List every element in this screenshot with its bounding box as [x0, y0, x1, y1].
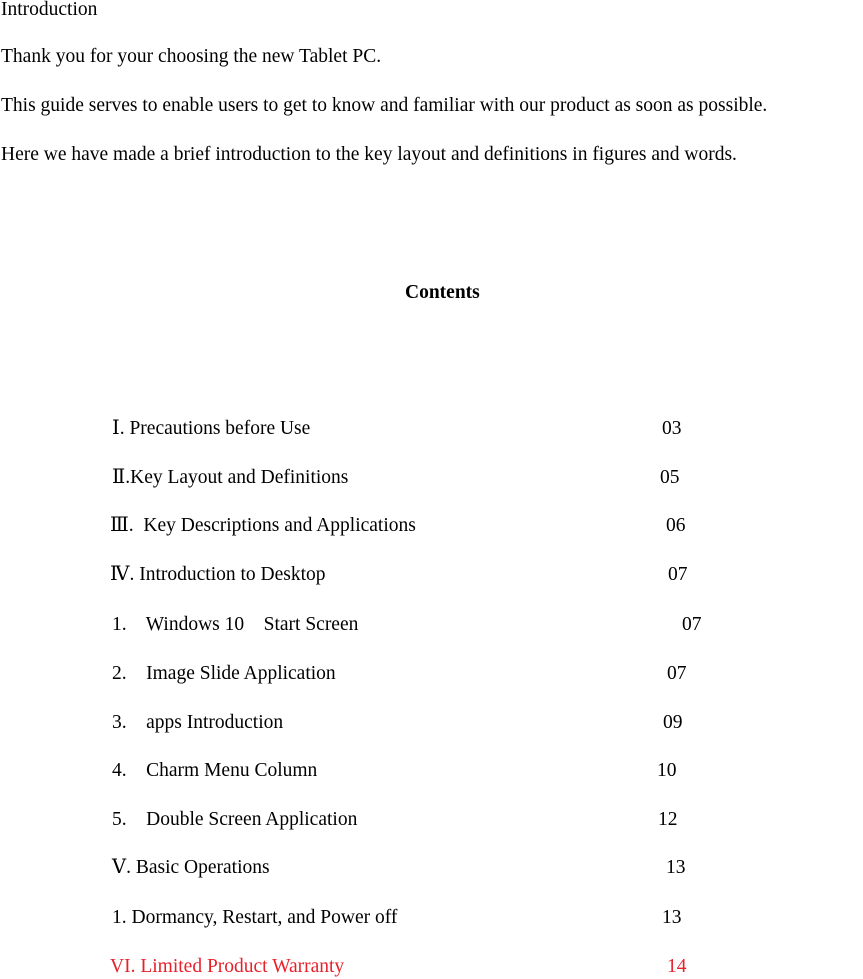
toc-entry — [0, 615, 863, 637]
toc-entry-page: 13 — [662, 907, 682, 928]
toc-entry-page: 12 — [658, 809, 678, 830]
toc-entry-label: Ⅳ. Introduction to Desktop — [110, 564, 326, 585]
toc-entry-page: 07 — [668, 564, 688, 585]
toc-entry-label: Ⅲ. Key Descriptions and Applications — [110, 515, 416, 536]
toc-entry-label: Ⅱ.Key Layout and Definitions — [112, 467, 349, 488]
toc-entry — [0, 713, 863, 735]
toc-entry-page: 03 — [662, 418, 682, 439]
toc-entry — [0, 516, 863, 538]
toc-entry — [0, 664, 863, 686]
toc-entry-label: 3. apps Introduction — [112, 712, 284, 733]
toc-entry-label: VI. Limited Product Warranty — [110, 956, 345, 977]
toc-entry-page: 06 — [666, 515, 686, 536]
contents-title: Contents — [405, 282, 480, 303]
toc-entry — [0, 468, 863, 490]
intro-paragraph: Thank you for your choosing the new Tablet PC. — [1, 46, 382, 67]
intro-heading: Introduction — [1, 0, 98, 20]
toc-entry-page: 05 — [660, 467, 680, 488]
toc-entry-label: 1. Windows 10 Start Screen — [112, 614, 359, 635]
toc-entry — [0, 419, 863, 441]
toc-entry — [0, 810, 863, 832]
toc-entry-page: 07 — [667, 663, 687, 684]
toc-entry-warranty — [0, 957, 863, 979]
toc-entry-page: 09 — [663, 712, 683, 733]
toc-entry-label: Ⅴ. Basic Operations — [112, 857, 270, 878]
intro-paragraph: This guide serves to enable users to get to know and familiar with our product as soon as possible. — [1, 95, 768, 116]
toc-entry-page: 10 — [657, 760, 677, 781]
toc-entry-page: 13 — [666, 857, 686, 878]
toc-entry-label: 5. Double Screen Application — [112, 809, 358, 830]
toc-entry — [0, 761, 863, 783]
intro-paragraph: Here we have made a brief introduction to the key layout and definitions in figures and words. — [1, 144, 737, 165]
toc-entry-label: 4. Charm Menu Column — [112, 760, 318, 781]
toc-entry-page: 14 — [667, 956, 687, 977]
toc-entry — [0, 908, 863, 930]
toc-entry-label: 1. Dormancy, Restart, and Power off — [112, 907, 398, 928]
toc-entry — [0, 565, 863, 587]
toc-entry-label: 2. Image Slide Application — [112, 663, 336, 684]
toc-entry — [0, 858, 863, 880]
toc-entry-label: Ⅰ. Precautions before Use — [112, 418, 311, 439]
toc-entry-page: 07 — [682, 614, 702, 635]
